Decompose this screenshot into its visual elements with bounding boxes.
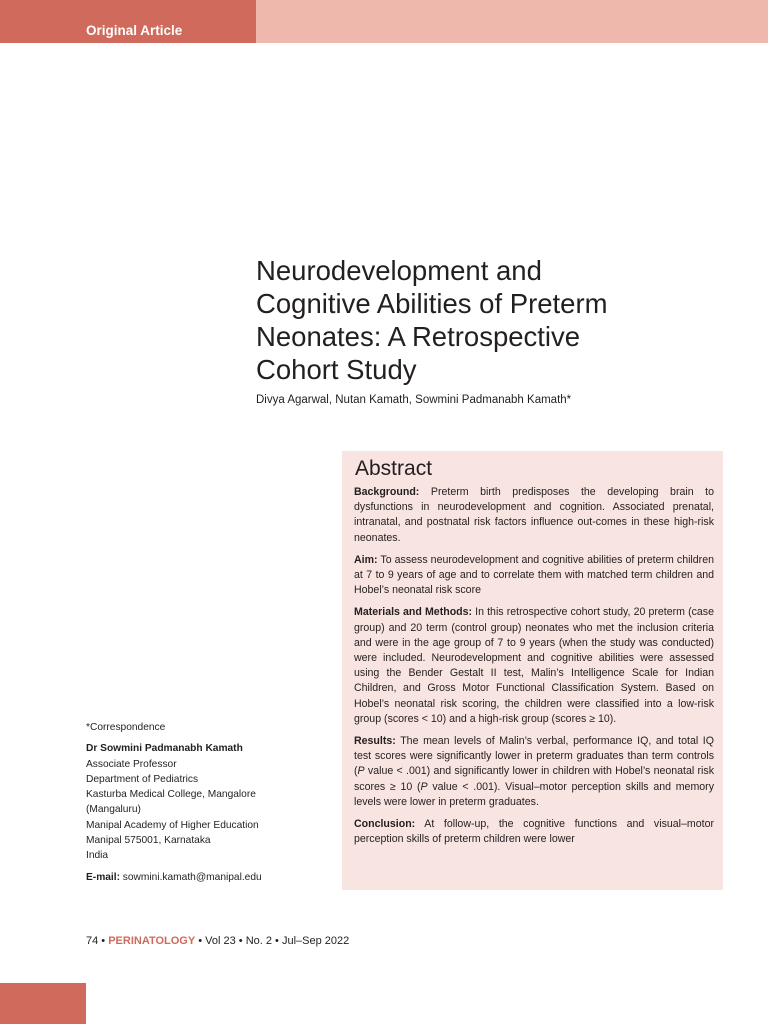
correspondence-line: Manipal 575001, Karnataka bbox=[86, 835, 211, 847]
abstract-results-text: value < .001). Visual–motor perception skills and memory levels were lower in preterm graduates. bbox=[354, 780, 714, 808]
abstract-heading: Abstract bbox=[355, 457, 433, 480]
p-value-symbol: P bbox=[357, 765, 365, 778]
correspondence-line: Associate Professor bbox=[86, 758, 177, 770]
correspondence-line: India bbox=[86, 850, 109, 862]
section-label: Original Article bbox=[86, 23, 183, 38]
article-title-line: Neonates: A Retrospective bbox=[256, 321, 581, 352]
abstract-methods-label: Materials and Methods: bbox=[354, 606, 473, 619]
correspondence-line: Manipal Academy of Higher Education bbox=[86, 819, 259, 831]
author-list: Divya Agarwal, Nutan Kamath, Sowmini Padmanabh Kamath* bbox=[256, 394, 572, 406]
abstract-conclusion bbox=[354, 817, 714, 847]
correspondence-line: Department of Pediatrics bbox=[86, 773, 199, 785]
footer-accent-block bbox=[0, 983, 86, 1024]
article-title bbox=[256, 254, 726, 386]
correspondence-label: *Correspondence bbox=[86, 722, 166, 733]
article-title-line: Neurodevelopment and bbox=[256, 255, 542, 286]
abstract-background-text: Preterm birth predisposes the developing brain to dysfunctions in neurodevelopment and cognition. Associated prenatal, intranatal, and postnatal risk factors influence out-comes in these high-risk neonates. bbox=[354, 486, 714, 544]
p-value-symbol: P bbox=[420, 780, 428, 793]
correspondence-email bbox=[86, 870, 296, 885]
abstract-results-text: The mean levels of Malin’s verbal, performance IQ, and total IQ test scores were significantly lower in preterm graduates than term controls ( bbox=[354, 735, 714, 778]
abstract-conclusion-text: At follow-up, the cognitive functions and visual–motor perception skills of preterm children were lower bbox=[354, 818, 714, 846]
correspondence-block bbox=[86, 720, 296, 885]
abstract-background bbox=[354, 485, 714, 546]
journal-name: PERINATOLOGY bbox=[108, 935, 196, 947]
abstract-body bbox=[354, 485, 714, 890]
abstract-aim-label: Aim: bbox=[354, 553, 378, 566]
abstract-aim-text: To assess neurodevelopment and cognitive abilities of preterm children at 7 to 9 years of age and to correlate them with matched term children and Hobel’s neonatal risk score bbox=[354, 553, 714, 597]
abstract-conclusion-label: Conclusion: bbox=[354, 818, 416, 831]
issue-info: • Vol 23 • No. 2 • Jul–Sep 2022 bbox=[195, 935, 350, 947]
abstract-results-label: Results: bbox=[354, 735, 396, 748]
abstract-results-text: value < .001) and significantly lower in children with Hobel’s neonatal risk scores ≥ 10 ( bbox=[354, 765, 714, 793]
email-label: E-mail: bbox=[86, 871, 120, 883]
page-number: 74 • bbox=[86, 935, 109, 947]
email-address[interactable]: sowmini.kamath@manipal.edu bbox=[119, 871, 262, 883]
correspondence-line: Kasturba Medical College, Mangalore bbox=[86, 789, 256, 801]
article-title-line: Cognitive Abilities of Preterm bbox=[256, 288, 608, 319]
abstract-methods bbox=[354, 605, 714, 727]
article-title-line: Cohort Study bbox=[256, 354, 417, 385]
abstract-results bbox=[354, 734, 714, 810]
correspondence-name: Dr Sowmini Padmanabh Kamath bbox=[86, 743, 243, 755]
header-bar-right bbox=[256, 0, 768, 43]
abstract-methods-text: In this retrospective cohort study, 20 preterm (case group) and 20 term (control group) neonates who met the inclusion criteria and were in the age group of 7 to 9 years (when the study was conducted) were included. Neurodevelopment and cognitive abilities were assessed using the Bender Gestalt II test, Malin’s Intelligence Scale for Indian Children, and Gross Motor Functional Classification System. Based on Hobel’s neonatal risk scoring, the children were classified into a low-risk group (scores < 10) and a high-risk group (scores ≥ 10). bbox=[354, 606, 714, 725]
abstract-background-label: Background: bbox=[354, 486, 420, 498]
abstract-aim bbox=[354, 553, 714, 599]
page-footer bbox=[86, 935, 349, 947]
correspondence-line: (Mangaluru) bbox=[86, 804, 141, 816]
